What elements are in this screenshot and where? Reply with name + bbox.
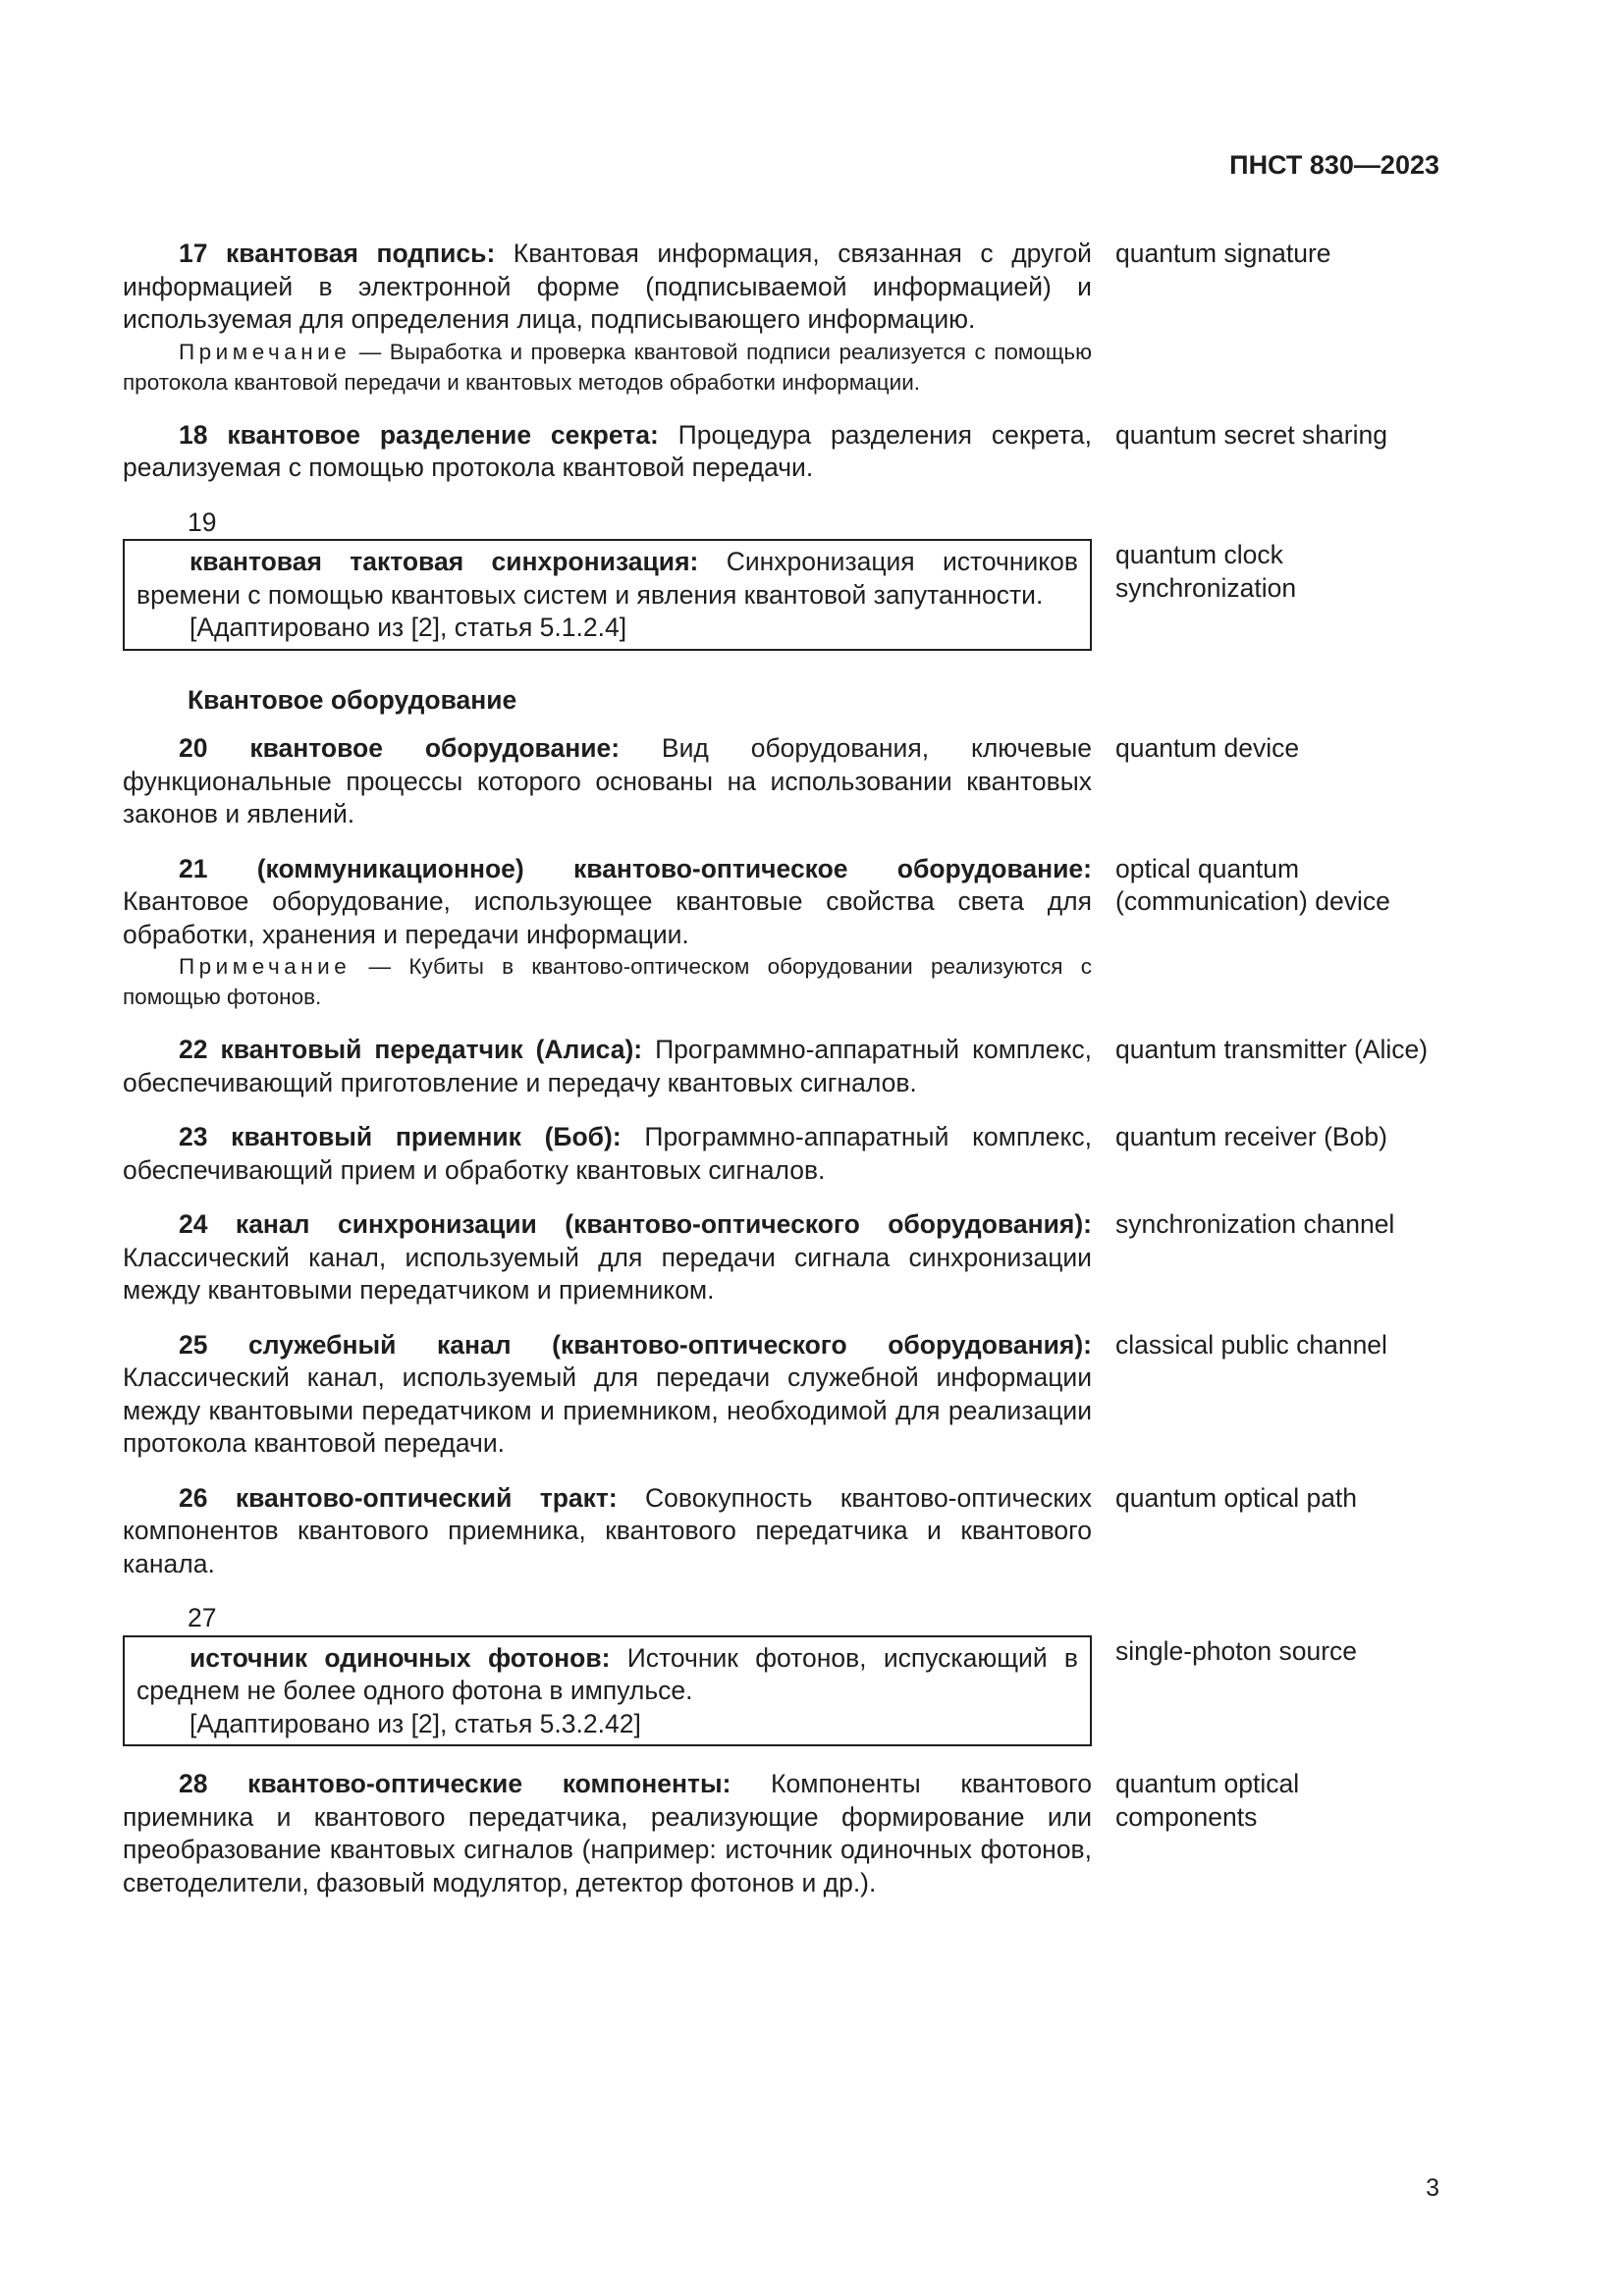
term-english: quantum secret sharing [1115,419,1387,450]
term-english: quantum clock synchronization [1115,540,1297,603]
term-number: 19 [188,507,217,537]
term-entry-18 [123,419,1439,485]
term-definition [123,1121,1092,1187]
term-body: Источник фотонов, испускающий в среднем не более одного фотона в импульсе. [136,1642,1079,1705]
term-body: Компоненты квантового приемника и квантового передатчика, реализующие формирование или преобразование квантовых сигналов (например: источник одиночных фотонов, светоделители, фазовый модулятор, детектор фотонов и др.). [123,1769,1093,1897]
term-english: single-photon source [1115,1635,1358,1666]
term-label: 23 квантовый приемник (Боб): [179,1122,622,1151]
section-title: Квантовое оборудование [188,684,517,715]
note-label: Примечание [179,954,352,979]
page-number: 3 [1426,2174,1439,2202]
term-definition [123,853,1092,952]
note-text: — Кубиты в квантово-оптическом оборудовании реализуются с помощью фотонов. [123,954,1092,1009]
adapted-term-box [123,539,1092,651]
term-label: 24 канал синхронизации (квантово-оптического оборудования): [179,1209,1092,1239]
term-body: Классический канал, используемый для передачи сигнала синхронизации между квантовыми передатчиком и приемником. [123,1242,1092,1305]
term-definition [123,1482,1092,1581]
term-note [123,337,1092,398]
term-body: Синхронизация источников времени с помощью квантовых систем и явления квантовой запутанности. [136,547,1078,610]
term-english: synchronization channel [1115,1209,1395,1239]
term-entry-25 [123,1329,1439,1461]
term-note [123,951,1092,1012]
term-label: 17 квантовая подпись: [179,239,496,268]
term-english: quantum device [1115,733,1300,763]
term-label: 22 квантовый передатчик (Алиса): [179,1035,643,1064]
term-english: classical public channel [1115,1329,1387,1360]
term-english: optical quantum (communication) device [1115,853,1390,916]
adapted-term-box [123,1635,1092,1747]
term-english: quantum transmitter (Alice) [1115,1035,1429,1064]
term-entry-19 [123,507,1439,651]
term-english: quantum receiver (Bob) [1115,1122,1387,1151]
term-body: Квантовая информация, связанная с другой информацией в электронной форме (подписываемой информацией) и используемая для определения лица, подписывающего информацию. [123,239,1092,334]
term-source: [Адаптировано из [2], статья 5.3.2.42] [189,1708,641,1738]
term-entry-23 [123,1121,1439,1187]
term-entry-20 [123,732,1439,831]
term-number: 27 [188,1603,217,1632]
term-body: Программно-аппаратный комплекс, обеспечивающий приготовление и передачу квантовых сигналов. [123,1035,1092,1097]
terms-list [123,238,1439,1921]
note-label: Примечание [179,339,352,364]
term-label: квантовая тактовая синхронизация: [189,547,699,576]
term-body: Классический канал, используемый для передачи служебной информации между квантовыми передатчиком и приемником, необходимой для реализации протокола квантовой передачи. [123,1362,1092,1458]
term-body: Вид оборудования, ключевые функциональные процессы которого основаны на использовании квантовых законов и явлений. [123,733,1092,828]
term-body: Программно-аппаратный комплекс, обеспечивающий прием и обработку квантовых сигналов. [123,1122,1092,1185]
term-english: quantum optical path [1115,1482,1358,1513]
term-entry-21 [123,853,1439,1013]
term-definition [136,546,1078,612]
term-source: [Адаптировано из [2], статья 5.1.2.4] [189,613,627,642]
term-label: 28 квантово-оптические компоненты: [179,1769,731,1798]
term-body: Квантовое оборудование, использующее квантовые свойства света для обработки, хранения и передачи информации. [123,886,1092,949]
term-definition [123,419,1092,485]
term-definition [123,1034,1092,1099]
term-entry-26 [123,1482,1439,1581]
term-label: 20 квантовое оборудование: [179,733,621,763]
term-body: Совокупность квантово-оптических компонентов квантового приемника, квантового передатчика и квантового канала. [123,1482,1092,1578]
term-label: 21 (коммуникационное) квантово-оптическое оборудование: [179,853,1092,883]
term-english: quantum optical components [1115,1769,1300,1832]
term-entry-28 [123,1768,1439,1899]
term-body: Процедура разделения секрета, реализуемая с помощью протокола квантовой передачи. [123,419,1092,482]
term-definition [123,732,1092,831]
term-definition [123,1208,1092,1308]
term-definition [123,1768,1092,1899]
term-label: 25 служебный канал (квантово-оптического оборудования): [179,1329,1092,1360]
term-english: quantum signature [1115,239,1331,268]
term-entry-27 [123,1602,1439,1746]
term-label: источник одиночных фотонов: [189,1642,611,1673]
term-entry-17 [123,238,1439,398]
term-definition [136,1642,1078,1708]
term-entry-24 [123,1208,1439,1308]
document-id: ПНСТ 830—2023 [1229,150,1439,180]
term-definition [123,1329,1092,1461]
term-definition [123,238,1092,337]
term-label: 26 квантово-оптический тракт: [179,1482,618,1513]
note-text: — Выработка и проверка квантовой подписи реализуется с помощью протокола квантовой передачи и квантовых методов обработки информации. [123,339,1092,395]
term-entry-22 [123,1034,1439,1099]
term-label: 18 квантовое разделение секрета: [179,419,659,450]
